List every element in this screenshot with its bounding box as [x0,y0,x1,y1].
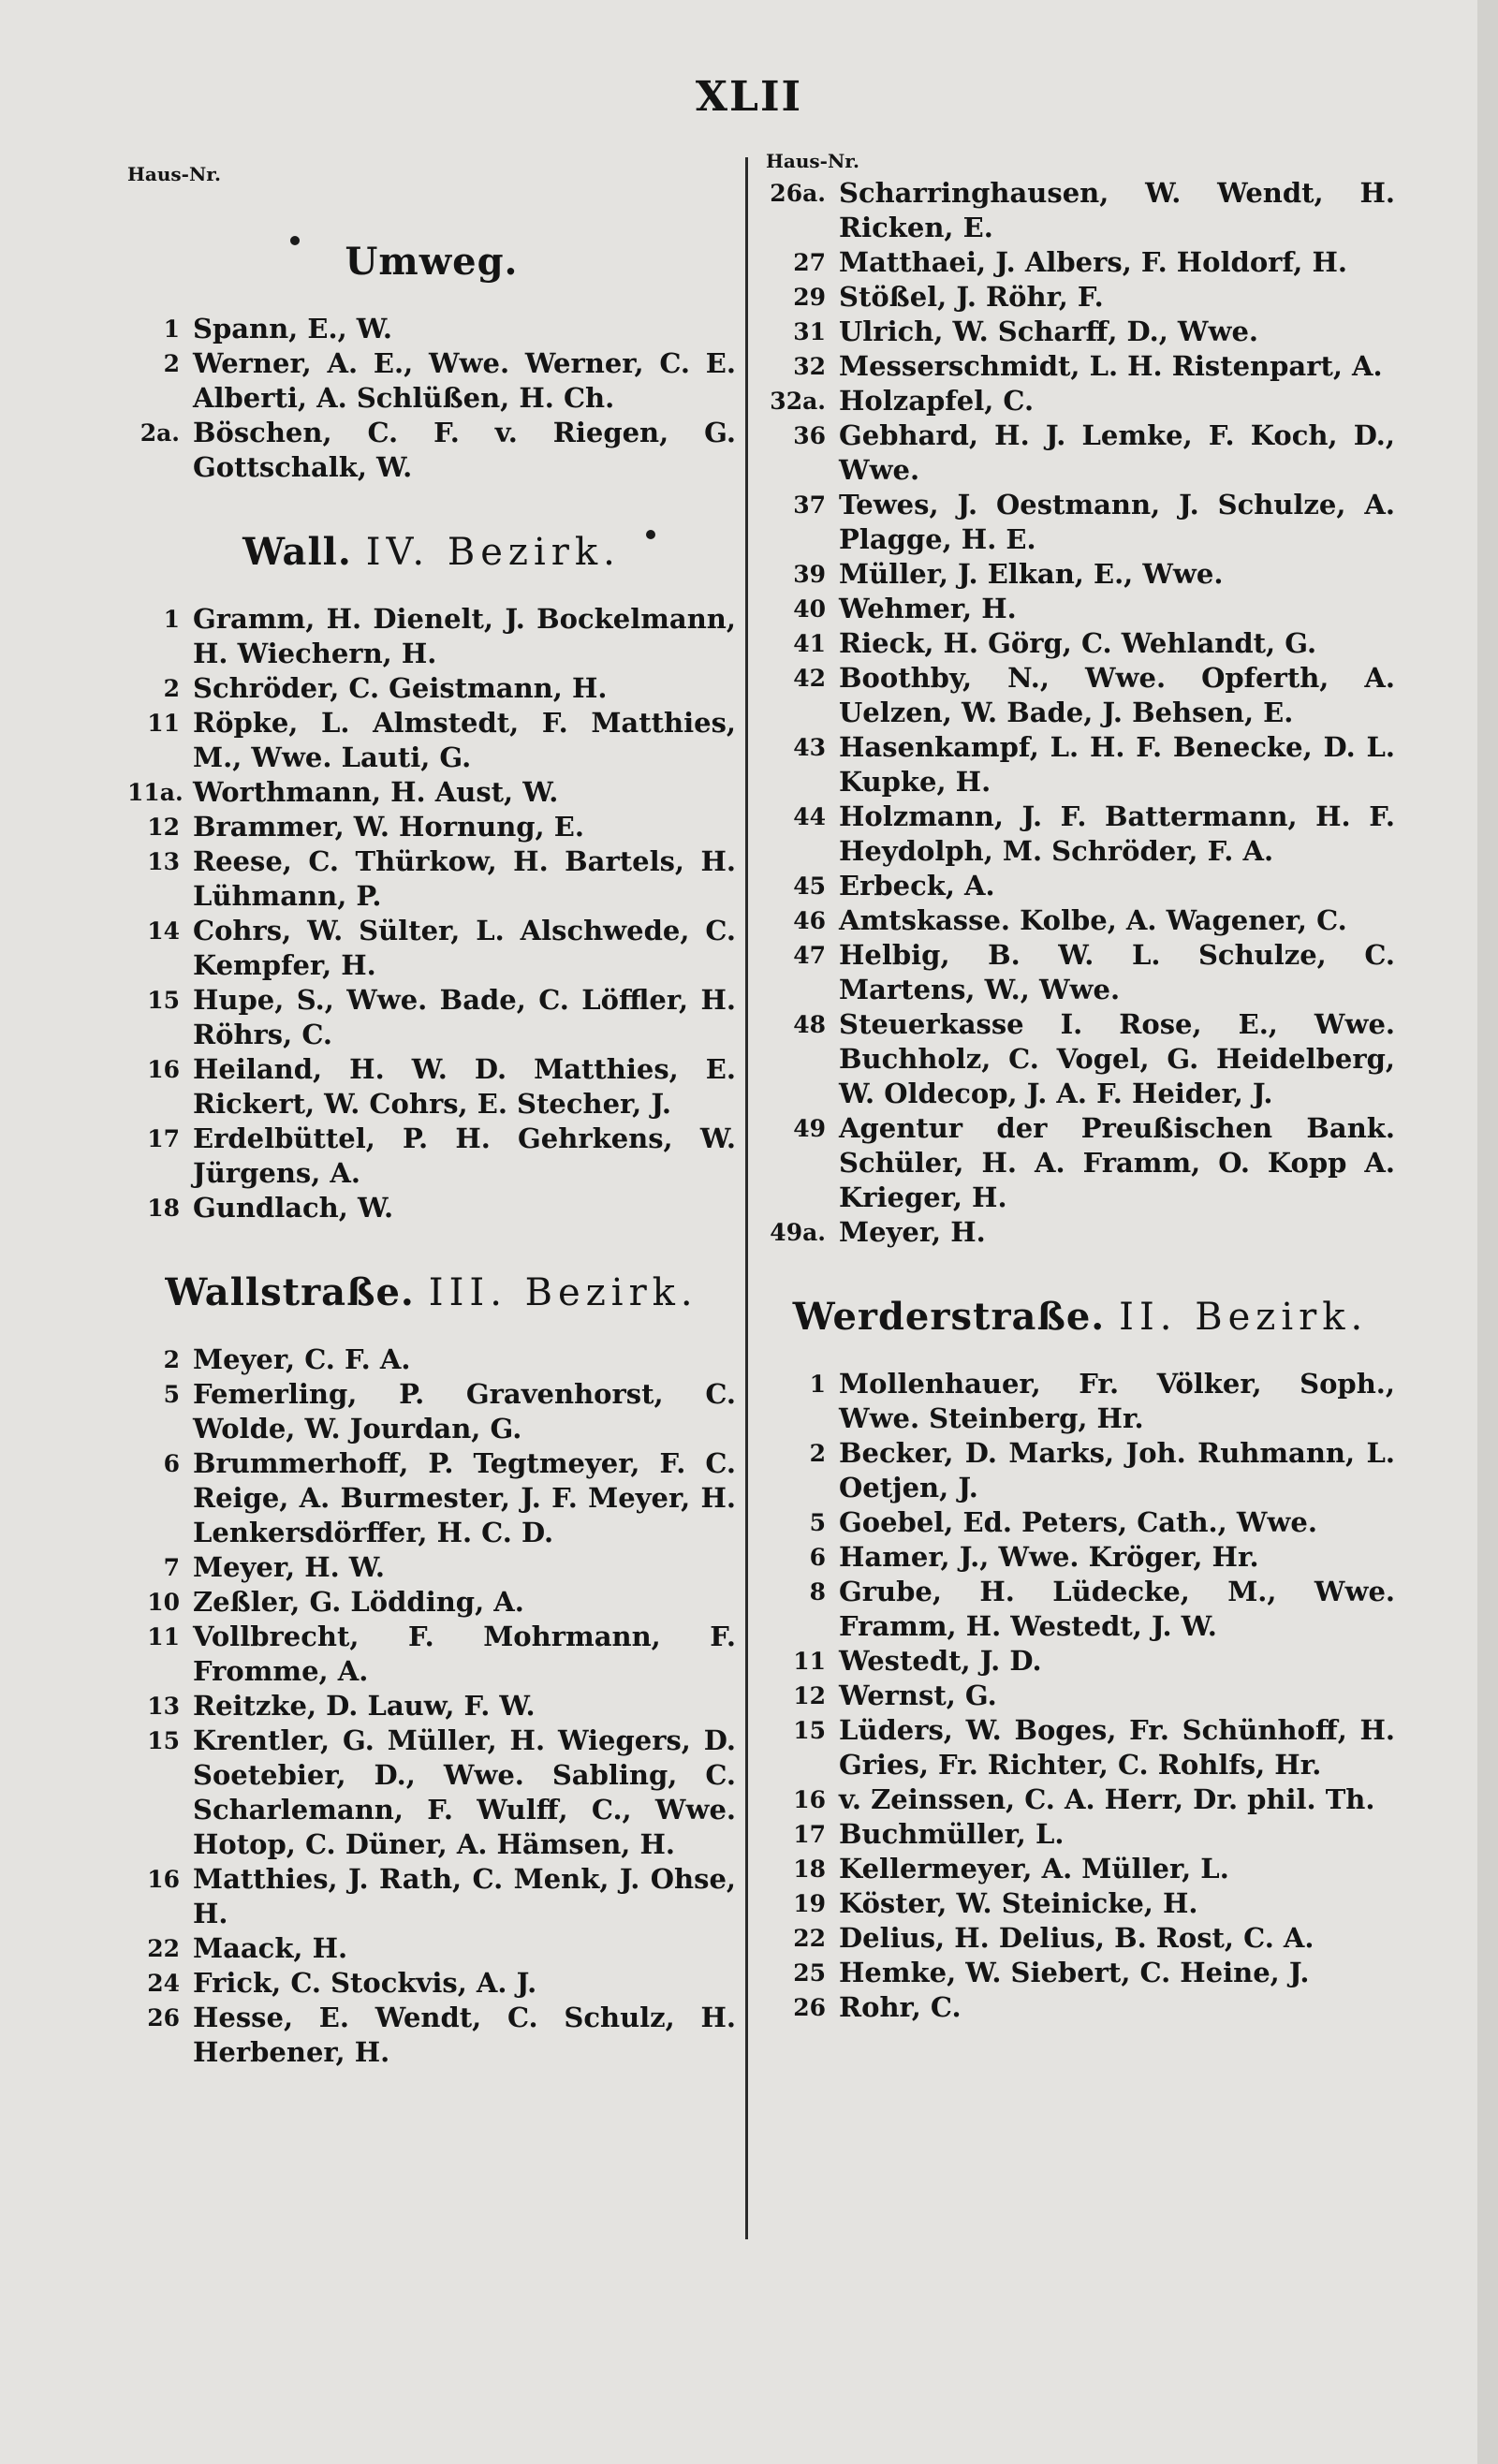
residents: Frick, C. Stockvis, A. J. [193,1967,537,1999]
house-entry [766,1436,1395,1505]
house-number: 11 [147,710,180,737]
residents: Wehmer, H. [839,593,1017,624]
residents: Köster, W. Steinicke, H. [839,1887,1198,1919]
house-number: 11a. [127,779,184,806]
residents: Meyer, C. F. A. [193,1343,411,1375]
street-name: Umweg. [345,240,519,284]
house-number: 2 [163,675,180,702]
house-entry [766,557,1395,592]
residents: Vollbrecht, F. Mohrmann, F. Fromme, A. [193,1621,736,1687]
residents: Mollenhauer, Fr. Völker, Soph., Wwe. Steinberg, Hr. [839,1368,1395,1434]
residents: Steuerkasse I. Rose, E., Wwe. Buchholz, C. Vogel, G. Heidelberg, W. Oldecop, J. A. F. Heider, J. [839,1008,1395,1109]
residents: Reese, C. Thürkow, H. Bartels, H. Lühmann, P. [193,845,736,912]
house-number: 18 [793,1855,826,1883]
right-column [766,150,1395,2025]
house-number: 15 [147,987,180,1014]
residents: Müller, J. Elkan, E., Wwe. [839,558,1224,590]
house-number: 2a. [140,419,180,447]
house-number: 24 [147,1970,180,1997]
house-number: 31 [793,318,826,345]
house-entry [766,488,1395,557]
house-entry [766,1505,1395,1540]
house-entry [127,1122,736,1191]
residents: Reitzke, D. Lauw, F. W. [193,1690,536,1722]
house-entry [127,2001,736,2070]
residents: Kellermeyer, A. Müller, L. [839,1853,1229,1885]
house-entry [127,1966,736,2001]
house-number: 26a. [770,180,826,207]
residents: Krentler, G. Müller, H. Wiegers, D. Soetebier, D., Wwe. Sabling, C. Scharlemann, F. Wulff, C., Wwe. Hotop, C. Düner, A. Hämsen, H. [193,1724,736,1860]
residents: Lüders, W. Boges, Fr. Schünhoff, H. Gries, Fr. Richter, C. Rohlfs, Hr. [839,1714,1395,1781]
house-number: 48 [793,1011,826,1038]
house-entry [766,384,1395,418]
residents: Agentur der Preußischen Bank. Schüler, H. A. Framm, O. Kopp A. Krieger, H. [839,1112,1395,1213]
house-entry [127,1620,736,1689]
house-entry [766,315,1395,349]
residents: Erbeck, A. [839,870,995,902]
residents: Böschen, C. F. v. Riegen, G. Gottschalk, W. [193,417,736,483]
house-entry [127,706,736,775]
residents: Gramm, H. Dienelt, J. Bockelmann, H. Wiechern, H. [193,603,736,669]
house-number: 44 [793,803,826,830]
house-number: 1 [163,606,180,633]
street-heading [127,530,736,574]
street-name: Wallstraße. [165,1270,415,1314]
house-entry [127,346,736,416]
house-number: 16 [147,1056,180,1083]
residents: v. Zeinssen, C. A. Herr, Dr. phil. Th. [839,1783,1375,1815]
house-entry [766,1111,1395,1215]
residents: Maack, H. [193,1932,348,1964]
house-entry [766,1817,1395,1852]
house-number: 22 [793,1925,826,1952]
house-number: 15 [147,1727,180,1754]
house-entry [766,1886,1395,1921]
house-entry [766,1575,1395,1644]
house-entry [127,602,736,671]
house-number: 41 [793,630,826,657]
house-entry [766,1782,1395,1817]
house-number: 49a. [770,1219,826,1246]
house-number: 12 [147,814,180,841]
house-number: 46 [793,907,826,934]
residents: Rohr, C. [839,1991,962,2023]
residents: Femerling, P. Gravenhorst, C. Wolde, W. Jourdan, G. [193,1378,736,1445]
house-number: 47 [793,942,826,969]
residents: Buchmüller, L. [839,1818,1065,1850]
residents: Worthmann, H. Aust, W. [193,776,559,808]
house-number: 45 [793,873,826,900]
house-entry [766,1644,1395,1679]
residents: Holzmann, J. F. Battermann, H. F. Heydolph, M. Schröder, F. A. [839,800,1395,867]
house-entry [127,1191,736,1225]
residents: Westedt, J. D. [839,1645,1042,1677]
house-entry [766,661,1395,730]
house-number: 18 [147,1195,180,1222]
house-number: 42 [793,665,826,692]
house-number: 22 [147,1935,180,1962]
residents: Delius, H. Delius, B. Rost, C. A. [839,1922,1314,1954]
house-entry [766,245,1395,280]
house-entry [127,1052,736,1122]
residents: Erdelbüttel, P. H. Gehrkens, W. Jürgens, A. [193,1122,736,1189]
house-number: 1 [809,1371,826,1398]
house-number: 43 [793,734,826,761]
house-entry [127,983,736,1052]
district-label: II. Bezirk. [1119,1296,1369,1339]
house-entry [127,914,736,983]
haus-nr-label: Haus-Nr. [127,163,221,185]
house-entry [766,1367,1395,1436]
residents: Holzapfel, C. [839,385,1035,417]
house-entry [766,626,1395,661]
house-number: 17 [147,1125,180,1152]
house-number: 5 [163,1381,180,1408]
residents: Rieck, H. Görg, C. Wehlandt, G. [839,627,1317,659]
house-number: 36 [793,422,826,449]
house-entry [766,1852,1395,1886]
house-entry [127,1377,736,1446]
residents: Meyer, H. W. [193,1551,385,1583]
house-number: 37 [793,491,826,519]
house-entry [766,1679,1395,1713]
house-number: 26 [793,1994,826,2021]
house-number: 16 [147,1866,180,1893]
street-name: Werderstraße. [792,1295,1106,1339]
house-number: 29 [793,284,826,311]
house-number: 5 [809,1509,826,1536]
house-entry [766,1540,1395,1575]
house-number: 25 [793,1959,826,1987]
house-number: 16 [793,1786,826,1813]
house-number: 12 [793,1682,826,1709]
residents: Hemke, W. Siebert, C. Heine, J. [839,1957,1310,1988]
residents: Cohrs, W. Sülter, L. Alschwede, C. Kempfer, H. [193,915,736,981]
residents: Wernst, G. [839,1679,997,1711]
house-entry [127,1862,736,1931]
house-number: 8 [809,1578,826,1606]
house-number: 11 [793,1648,826,1675]
residents: Spann, E., W. [193,313,392,345]
house-entry [127,1585,736,1620]
house-entry [127,844,736,914]
residents: Brammer, W. Hornung, E. [193,811,584,843]
street-name: Wall. [242,530,352,574]
house-number: 11 [147,1623,180,1650]
house-number: 6 [163,1450,180,1477]
residents: Werner, A. E., Wwe. Werner, C. E. Alberti, A. Schlüßen, H. Ch. [193,347,736,414]
district-label: III. Bezirk. [428,1271,698,1314]
house-number: 13 [147,848,180,875]
house-entry [766,1007,1395,1111]
residents: Stößel, J. Röhr, F. [839,281,1104,313]
residents: Gebhard, H. J. Lemke, F. Koch, D., Wwe. [839,419,1395,486]
residents: Hesse, E. Wendt, C. Schulz, H. Herbener, H. [193,2002,736,2068]
house-number: 2 [809,1440,826,1467]
house-entry [766,280,1395,315]
residents: Becker, D. Marks, Joh. Ruhmann, L. Oetjen, J. [839,1437,1395,1503]
house-entry [766,1990,1395,2025]
residents: Gundlach, W. [193,1192,394,1224]
house-number: 7 [163,1554,180,1581]
house-number: 15 [793,1717,826,1744]
haus-nr-label: Haus-Nr. [766,150,859,172]
residents: Boothby, N., Wwe. Opferth, A. Uelzen, W. Bade, J. Behsen, E. [839,662,1395,728]
house-entry [766,869,1395,903]
residents: Scharringhausen, W. Wendt, H. Ricken, E. [839,177,1395,243]
house-number: 39 [793,561,826,588]
house-number: 32 [793,353,826,380]
house-number: 14 [147,917,180,945]
street-heading [127,1270,736,1314]
house-number: 40 [793,595,826,623]
residents: Hasenkampf, L. H. F. Benecke, D. L. Kupke, H. [839,731,1395,798]
house-number: 2 [163,1346,180,1373]
house-entry [766,1921,1395,1956]
house-entry [127,312,736,346]
house-entry [766,592,1395,626]
house-number: 2 [163,350,180,377]
residents: Goebel, Ed. Peters, Cath., Wwe. [839,1506,1317,1538]
house-entry [127,775,736,810]
house-number: 6 [809,1544,826,1571]
street-heading [127,240,736,284]
residents: Hamer, J., Wwe. Kröger, Hr. [839,1541,1259,1573]
house-number: 19 [793,1890,826,1917]
residents: Brummerhoff, P. Tegtmeyer, F. C. Reige, A. Burmester, J. F. Meyer, H. Lenkersdörffer, H. C. D. [193,1447,736,1548]
house-entry [766,730,1395,799]
house-entry [127,671,736,706]
house-entry [127,1689,736,1723]
house-entry [766,1713,1395,1782]
house-entry [766,903,1395,938]
residents: Helbig, B. W. L. Schulze, C. Martens, W., Wwe. [839,939,1395,1005]
residents: Messerschmidt, L. H. Ristenpart, A. [839,350,1383,382]
house-entry [766,176,1395,245]
street-heading [766,1295,1395,1339]
house-entry [766,1215,1395,1250]
page-edge [1477,0,1498,2464]
house-entry [766,799,1395,869]
house-number: 49 [793,1115,826,1142]
house-entry [766,938,1395,1007]
house-number: 17 [793,1821,826,1848]
residents: Zeßler, G. Lödding, A. [193,1586,524,1618]
residents: Amtskasse. Kolbe, A. Wagener, C. [839,904,1347,936]
house-entry [127,1550,736,1585]
residents: Matthaei, J. Albers, F. Holdorf, H. [839,246,1347,278]
page-number: XLII [695,73,803,121]
residents: Meyer, H. [839,1216,986,1248]
house-entry [127,1723,736,1862]
residents: Hupe, S., Wwe. Bade, C. Löffler, H. Röhrs, C. [193,984,736,1050]
house-number: 13 [147,1693,180,1720]
residents: Tewes, J. Oestmann, J. Schulze, A. Plagge, H. E. [839,489,1395,555]
residents: Schröder, C. Geistmann, H. [193,672,608,704]
house-entry [127,416,736,485]
column-divider [745,157,748,2239]
left-column [127,157,736,2070]
residents: Grube, H. Lüdecke, M., Wwe. Framm, H. Westedt, J. W. [839,1576,1395,1642]
house-entry [127,810,736,844]
house-number: 32a. [770,388,826,415]
house-entry [766,349,1395,384]
house-number: 10 [147,1589,180,1616]
house-number: 27 [793,249,826,276]
house-number: 1 [163,315,180,343]
district-label: IV. Bezirk. [365,531,621,574]
house-entry [766,418,1395,488]
house-entry [127,1446,736,1550]
house-entry [766,1956,1395,1990]
house-entry [127,1931,736,1966]
residents: Matthies, J. Rath, C. Menk, J. Ohse, H. [193,1863,736,1929]
residents: Heiland, H. W. D. Matthies, E. Rickert, W. Cohrs, E. Stecher, J. [193,1053,736,1120]
house-entry [127,1342,736,1377]
house-number: 26 [147,2004,180,2031]
residents: Ulrich, W. Scharff, D., Wwe. [839,315,1259,347]
residents: Röpke, L. Almstedt, F. Matthies, M., Wwe. Lauti, G. [193,707,736,773]
